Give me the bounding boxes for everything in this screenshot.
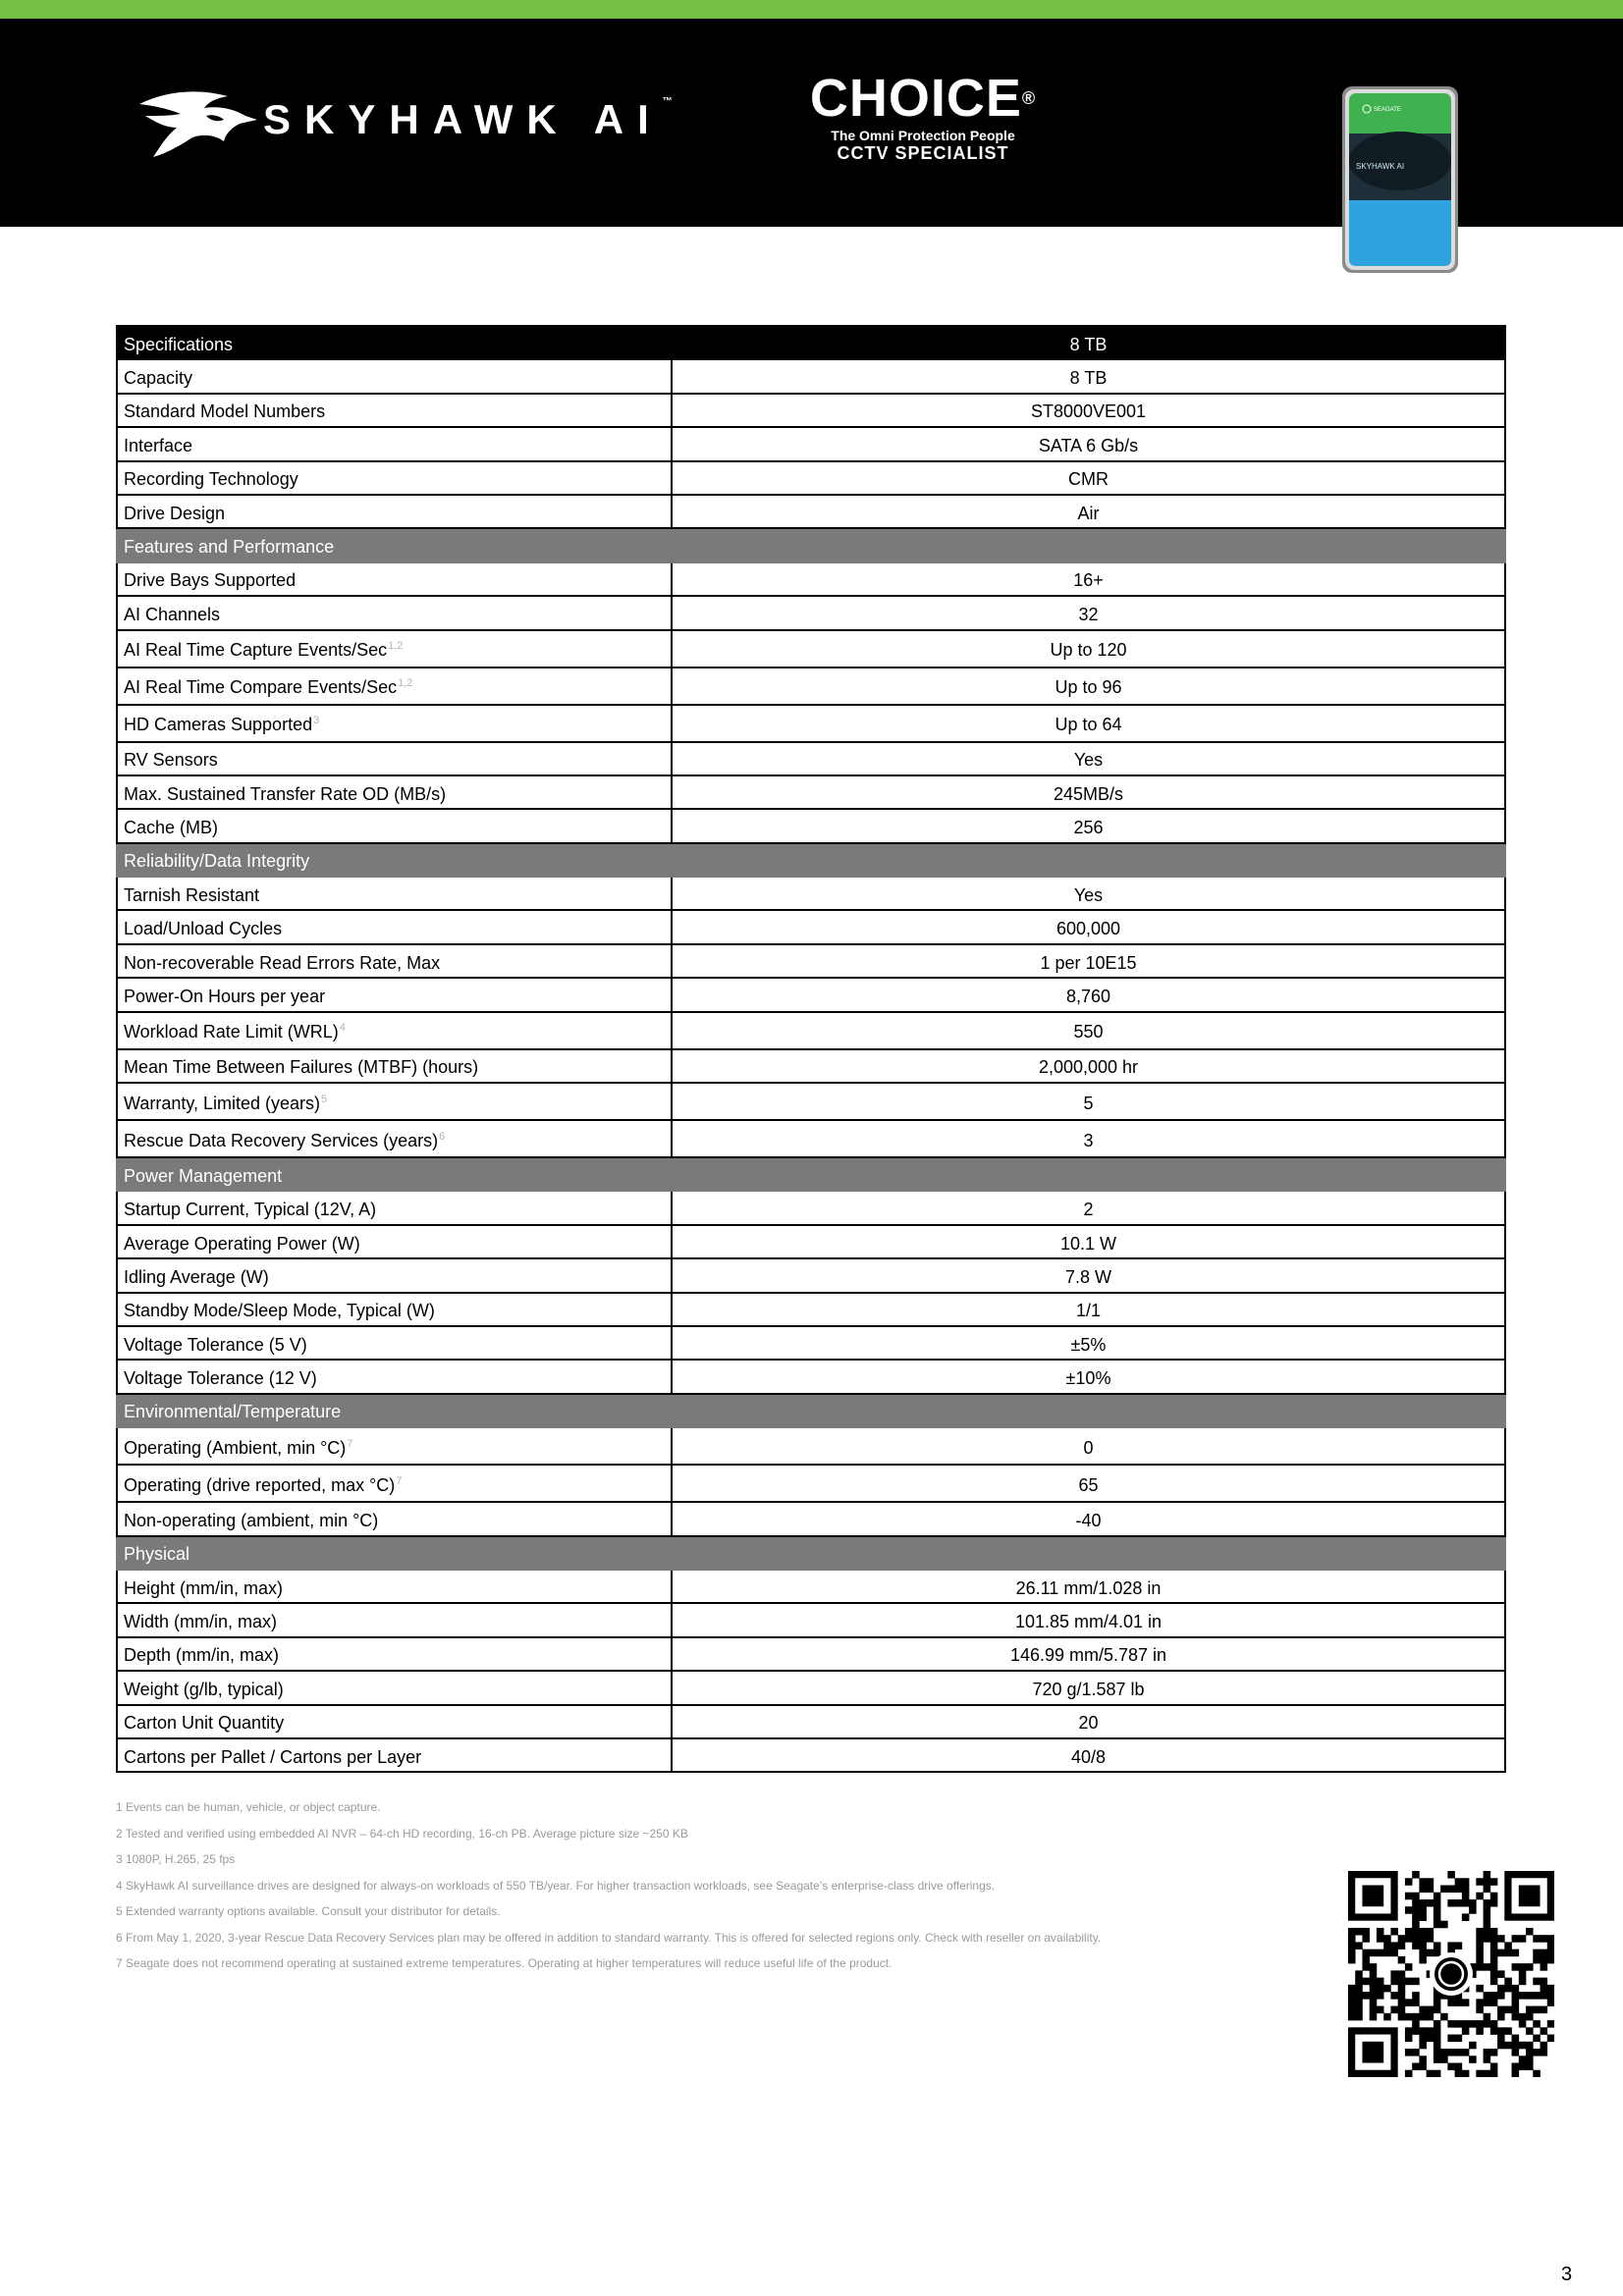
spec-label xyxy=(117,359,672,393)
section-header-row xyxy=(117,843,1505,877)
spec-label xyxy=(117,1427,672,1465)
spec-value: 600,000 xyxy=(672,910,1505,943)
spec-value: 7.8 W xyxy=(672,1258,1505,1292)
spec-label-text: Mean Time Between Failures (MTBF) (hours) xyxy=(124,1057,479,1078)
spec-label xyxy=(117,1191,672,1224)
footnote: 1 Events can be human, vehicle, or object capture. xyxy=(116,1800,381,1814)
spec-label xyxy=(117,1465,672,1502)
spec-label-text: Depth (mm/in, max) xyxy=(124,1645,280,1666)
spec-label xyxy=(117,1360,672,1393)
table-row xyxy=(117,495,1505,528)
spec-value: 0 xyxy=(672,1427,1505,1465)
spec-value: 5 xyxy=(672,1083,1505,1120)
table-row xyxy=(117,1570,1505,1603)
table-row xyxy=(117,1738,1505,1772)
spec-value: Air xyxy=(672,495,1505,528)
spec-value: 3 xyxy=(672,1120,1505,1157)
spec-label xyxy=(117,596,672,629)
section-header-row xyxy=(117,528,1505,561)
footnote: 3 1080P, H.265, 25 fps xyxy=(116,1852,236,1866)
spec-label-text: Drive Bays Supported xyxy=(124,570,297,591)
table-row xyxy=(117,1191,1505,1224)
spec-value: 65 xyxy=(672,1465,1505,1502)
skyhawk-wordmark xyxy=(263,96,673,143)
header-value: 8 TB xyxy=(672,326,1505,359)
spec-label xyxy=(117,562,672,596)
spec-label xyxy=(117,667,672,705)
table-row xyxy=(117,1120,1505,1157)
hard-drive-image xyxy=(1340,84,1463,277)
spec-label xyxy=(117,1258,672,1292)
table-row xyxy=(117,705,1505,742)
table-row xyxy=(117,1637,1505,1671)
spec-label-text: RV Sensors xyxy=(124,750,218,771)
spec-label-text: Voltage Tolerance (5 V) xyxy=(124,1334,307,1355)
section-title: Reliability/Data Integrity xyxy=(117,843,1505,877)
table-row xyxy=(117,1465,1505,1502)
table-header-row xyxy=(117,326,1505,359)
section-title: Features and Performance xyxy=(117,528,1505,561)
spec-label-text: Standard Model Numbers xyxy=(124,401,326,422)
table-row xyxy=(117,1671,1505,1704)
spec-label-text: Cache (MB) xyxy=(124,817,219,837)
spec-label-text: AI Channels xyxy=(124,604,221,624)
table-row xyxy=(117,596,1505,629)
footnote: 5 Extended warranty options available. Consult your distributor for details. xyxy=(116,1904,501,1918)
footnote-reference: 7 xyxy=(347,1437,353,1450)
spec-label-text: Capacity xyxy=(124,368,193,389)
table-row xyxy=(117,944,1505,978)
footnote-reference: 1,2 xyxy=(388,640,404,653)
spec-label-text: Workload Rate Limit (WRL) xyxy=(124,1022,339,1042)
table-row xyxy=(117,359,1505,393)
spec-label-text: Startup Current, Typical (12V, A) xyxy=(124,1200,377,1220)
whatsapp-icon xyxy=(1430,1952,1473,1996)
spec-label-text: Height (mm/in, max) xyxy=(124,1577,284,1598)
footnote-reference: 5 xyxy=(321,1093,328,1105)
footnote: 6 From May 1, 2020, 3-year Rescue Data Recovery Services plan may be offered in addition to standard warranty. This is offered for selected regions only. Check with reseller on availability. xyxy=(116,1930,1102,1945)
table-row xyxy=(117,1225,1505,1258)
spec-label xyxy=(117,1120,672,1157)
table-row xyxy=(117,877,1505,910)
spec-value: 40/8 xyxy=(672,1738,1505,1772)
spec-value: 2 xyxy=(672,1191,1505,1224)
table-row xyxy=(117,667,1505,705)
skyhawk-logo xyxy=(137,86,673,165)
spec-value: SATA 6 Gb/s xyxy=(672,427,1505,460)
spec-label xyxy=(117,1083,672,1120)
section-header-row xyxy=(117,1157,1505,1191)
spec-label xyxy=(117,1570,672,1603)
spec-label-text: Standby Mode/Sleep Mode, Typical (W) xyxy=(124,1301,435,1321)
spec-label xyxy=(117,1502,672,1535)
spec-value: Yes xyxy=(672,877,1505,910)
choice-name: CHOICE xyxy=(809,69,1022,128)
specifications-table xyxy=(116,325,1506,1773)
table-row xyxy=(117,1012,1505,1049)
spec-label xyxy=(117,495,672,528)
spec-label xyxy=(117,978,672,1011)
spec-value: Up to 120 xyxy=(672,630,1505,667)
spec-label xyxy=(117,877,672,910)
table-row xyxy=(117,461,1505,495)
choice-subtitle: CCTV SPECIALIST xyxy=(837,143,1009,163)
spec-label xyxy=(117,1671,672,1704)
spec-value: 2,000,000 hr xyxy=(672,1049,1505,1083)
choice-logo xyxy=(790,71,1055,179)
spec-value: 26.11 mm/1.028 in xyxy=(672,1570,1505,1603)
spec-label-text: Operating (drive reported, max °C) xyxy=(124,1474,396,1495)
spec-value: ±10% xyxy=(672,1360,1505,1393)
footnote-reference: 3 xyxy=(313,715,320,727)
spec-label xyxy=(117,461,672,495)
footnote-reference: 7 xyxy=(396,1474,403,1487)
spec-label xyxy=(117,1049,672,1083)
footnotes xyxy=(116,1800,1353,1983)
spec-label xyxy=(117,809,672,842)
table-row xyxy=(117,562,1505,596)
spec-label-text: AI Real Time Capture Events/Sec xyxy=(124,640,388,661)
section-header-row xyxy=(117,1394,1505,1427)
spec-value: -40 xyxy=(672,1502,1505,1535)
spec-value: 550 xyxy=(672,1012,1505,1049)
section-title: Environmental/Temperature xyxy=(117,1394,1505,1427)
spec-label-text: Non-recoverable Read Errors Rate, Max xyxy=(124,952,441,973)
spec-label xyxy=(117,1637,672,1671)
spec-label-text: Voltage Tolerance (12 V) xyxy=(124,1368,317,1389)
qr-code xyxy=(1348,1871,1554,2077)
spec-value: 32 xyxy=(672,596,1505,629)
table-row xyxy=(117,1360,1505,1393)
skyhawk-name: SKYHAWK AI xyxy=(263,96,663,142)
spec-label xyxy=(117,910,672,943)
table-row xyxy=(117,910,1505,943)
top-accent-bar xyxy=(0,0,1623,19)
spec-value: Yes xyxy=(672,742,1505,775)
spec-value: 20 xyxy=(672,1705,1505,1738)
spec-label xyxy=(117,1293,672,1326)
spec-value: 101.85 mm/4.01 in xyxy=(672,1603,1505,1636)
spec-label-text: Cartons per Pallet / Cartons per Layer xyxy=(124,1746,422,1767)
spec-label-text: Average Operating Power (W) xyxy=(124,1233,360,1254)
spec-value: CMR xyxy=(672,461,1505,495)
table-row xyxy=(117,809,1505,842)
spec-label xyxy=(117,944,672,978)
table-row xyxy=(117,1049,1505,1083)
spec-value: 8,760 xyxy=(672,978,1505,1011)
spec-label-text: Tarnish Resistant xyxy=(124,884,260,905)
spec-value: 245MB/s xyxy=(672,775,1505,809)
spec-label-text: Non-operating (ambient, min °C) xyxy=(124,1510,379,1530)
choice-wordmark xyxy=(790,71,1055,126)
spec-value: 256 xyxy=(672,809,1505,842)
spec-label-text: Max. Sustained Transfer Rate OD (MB/s) xyxy=(124,783,447,804)
spec-label xyxy=(117,1738,672,1772)
section-title: Power Management xyxy=(117,1157,1505,1191)
table-row xyxy=(117,1705,1505,1738)
table-row xyxy=(117,1326,1505,1360)
table-row xyxy=(117,1427,1505,1465)
footnote: 4 SkyHawk AI surveillance drives are designed for always-on workloads of 550 TB/year. For higher transaction workloads, see Seagate’s enterprise-class drive offerings. xyxy=(116,1878,996,1893)
spec-value: ST8000VE001 xyxy=(672,394,1505,427)
table-row xyxy=(117,775,1505,809)
choice-tagline: The Omni Protection People xyxy=(831,128,1015,143)
spec-label-text: Carton Unit Quantity xyxy=(124,1713,285,1734)
hawk-icon xyxy=(137,86,260,160)
spec-label xyxy=(117,394,672,427)
table-row xyxy=(117,1258,1505,1292)
spec-value: 8 TB xyxy=(672,359,1505,393)
spec-label-text: Operating (Ambient, min °C) xyxy=(124,1437,347,1458)
footnote: 7 Seagate does not recommend operating at sustained extreme temperatures. Operating at higher temperatures will reduce useful life of the product. xyxy=(116,1956,893,1970)
spec-label xyxy=(117,1603,672,1636)
spec-value: 10.1 W xyxy=(672,1225,1505,1258)
page-number: 3 xyxy=(1561,2264,1573,2285)
spec-label xyxy=(117,1326,672,1360)
registered-mark: ® xyxy=(1021,88,1037,108)
drive-brand-label: SEAGATE xyxy=(1374,107,1401,113)
header-label: Specifications xyxy=(117,326,672,359)
table-row xyxy=(117,1502,1505,1535)
table-row xyxy=(117,1083,1505,1120)
spec-label-text: Rescue Data Recovery Services (years) xyxy=(124,1130,439,1150)
footnote-reference: 6 xyxy=(439,1130,446,1143)
spec-label xyxy=(117,1012,672,1049)
footnote-reference: 1,2 xyxy=(398,677,413,690)
spec-label-text: Interface xyxy=(124,435,193,455)
spec-label xyxy=(117,705,672,742)
footnote-reference: 4 xyxy=(339,1022,346,1035)
spec-label xyxy=(117,742,672,775)
spec-value: Up to 96 xyxy=(672,667,1505,705)
table-row xyxy=(117,1293,1505,1326)
spec-label xyxy=(117,1225,672,1258)
spec-value: 720 g/1.587 lb xyxy=(672,1671,1505,1704)
spec-label xyxy=(117,427,672,460)
spec-label-text: HD Cameras Supported xyxy=(124,715,313,735)
spec-label xyxy=(117,630,672,667)
spec-value: 16+ xyxy=(672,562,1505,596)
section-header-row xyxy=(117,1536,1505,1570)
spec-label-text: Width (mm/in, max) xyxy=(124,1612,278,1632)
trademark-mark: ™ xyxy=(662,96,673,107)
spec-label-text: Warranty, Limited (years) xyxy=(124,1093,321,1113)
spec-value: 1/1 xyxy=(672,1293,1505,1326)
spec-label-text: Load/Unload Cycles xyxy=(124,919,283,939)
spec-label-text: AI Real Time Compare Events/Sec xyxy=(124,677,398,698)
table-row xyxy=(117,630,1505,667)
spec-label xyxy=(117,1705,672,1738)
spec-label-text: Drive Design xyxy=(124,503,226,523)
spec-label-text: Recording Technology xyxy=(124,469,298,490)
spec-value: 146.99 mm/5.787 in xyxy=(672,1637,1505,1671)
table-row xyxy=(117,1603,1505,1636)
table-row xyxy=(117,978,1505,1011)
footnote: 2 Tested and verified using embedded AI NVR – 64-ch HD recording, 16-ch PB. Average picture size ~250 KB xyxy=(116,1826,688,1841)
spec-value: ±5% xyxy=(672,1326,1505,1360)
section-title: Physical xyxy=(117,1536,1505,1570)
spec-label-text: Idling Average (W) xyxy=(124,1266,269,1287)
drive-name-label: SKYHAWK AI xyxy=(1356,162,1405,171)
spec-label-text: Weight (g/lb, typical) xyxy=(124,1679,284,1699)
spec-label xyxy=(117,775,672,809)
table-row xyxy=(117,742,1505,775)
table-row xyxy=(117,394,1505,427)
spec-value: 1 per 10E15 xyxy=(672,944,1505,978)
table-row xyxy=(117,427,1505,460)
spec-label-text: Power-On Hours per year xyxy=(124,986,326,1006)
spec-value: Up to 64 xyxy=(672,705,1505,742)
